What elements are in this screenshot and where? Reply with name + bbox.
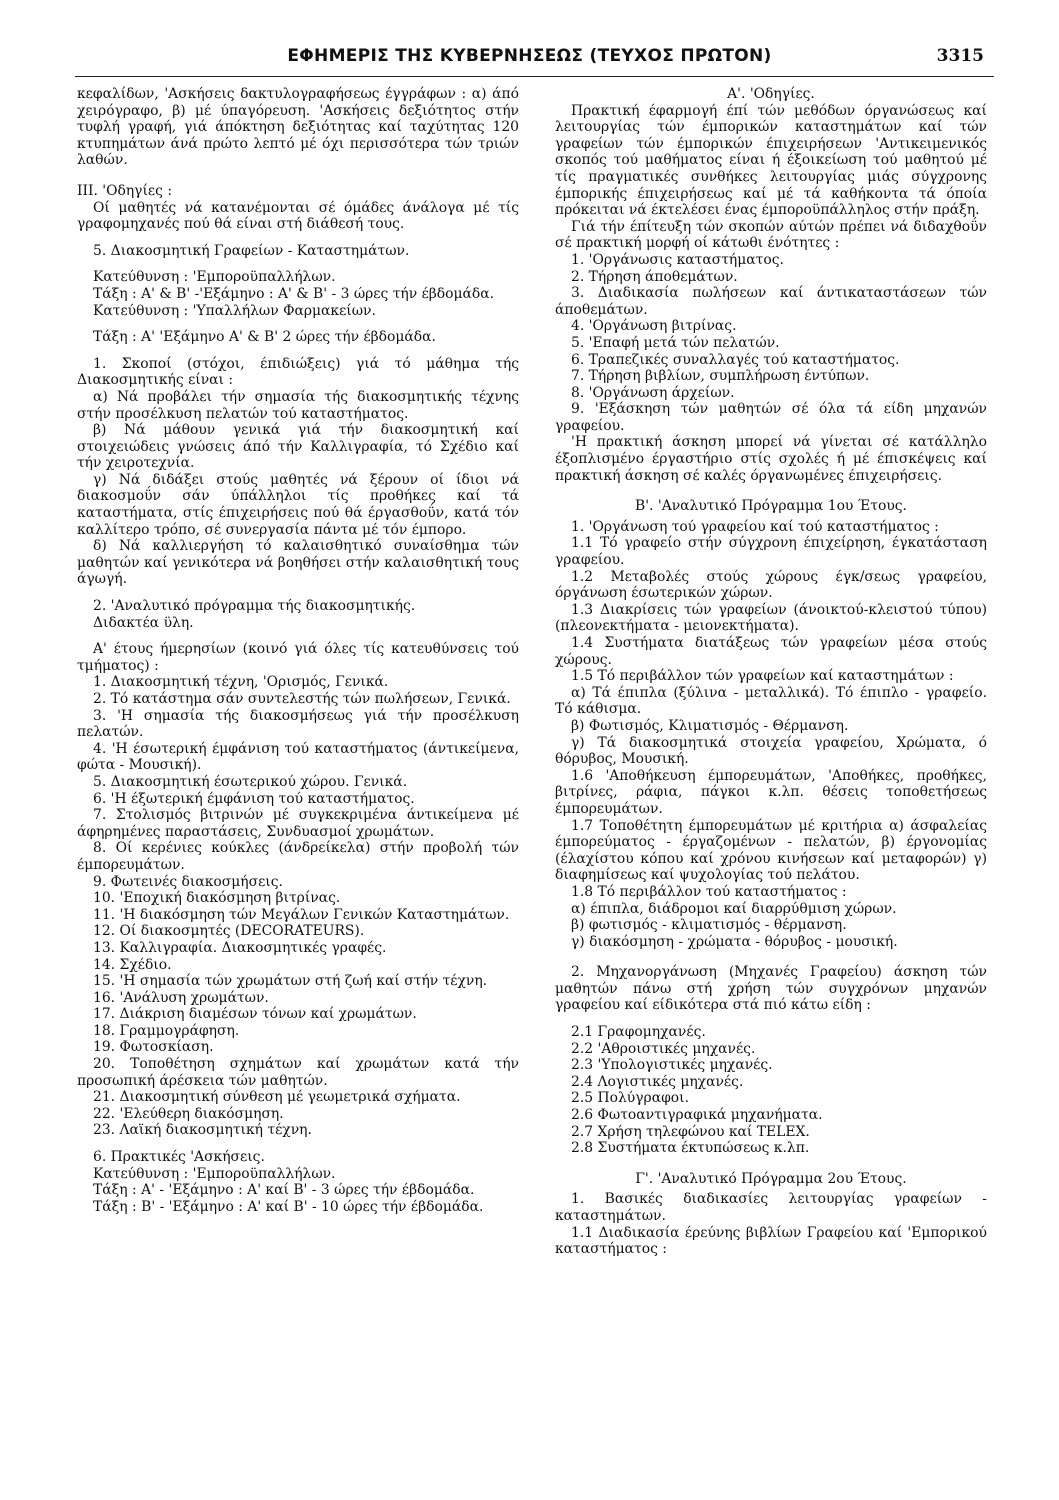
left-paragraph: 9. Φωτεινές διακοσμήσεις. [93,873,283,890]
right-paragraph: 5. 'Επαφή μετά τών πελατών. [571,334,780,351]
left-paragraph: 13. Καλλιγραφία. Διακοσμητικές γραφές. [93,939,387,956]
left-paragraph: Κατεύθυνση : 'Εμποροϋπαλλήλων. [93,269,336,286]
right-paragraph: 1.1 Διαδικασία έρεύνης βιβλίων Γραφείου καί 'Εμπορικού καταστήματος : [555,1224,987,1258]
left-paragraph: 8. Οί κερένιες κούκλες (άνδρείκελα) στήν προβολή τών έμπορευμάτων. [77,840,519,873]
left-paragraph: 1. Διακοσμητική τέχνη, 'Ορισμός, Γενικά. [93,674,389,691]
right-paragraph: 1.3 Διακρίσεις τών γραφείων (άνοικτού-κλειστού τύπου) (πλεονεκτήματα - μειονεκτήματα). [555,601,987,635]
right-paragraph: 7. Τήρηση βιβλίων, συμπλήρωση έντύπων. [571,368,870,385]
right-paragraph: Γ'. 'Αναλυτικό Πρόγραμμα 2ου Έτους. [635,1170,907,1187]
right-paragraph: 1.8 Τό περιβάλλον τού καταστήματος : [571,883,847,900]
left-paragraph: 6. Πρακτικές 'Ασκήσεις. [93,1149,265,1166]
left-paragraph: δ) Νά καλλιεργήση τό καλαισθητικό συναίσθημα τών μαθητών καί γενικότερα νά βοηθήσει στήν καλαισθητική τους άγωγή. [77,538,519,588]
right-paragraph: β) Φωτισμός, Κλιματισμός - Θέρμανση. [571,717,849,734]
left-paragraph: 7. Στολισμός βιτρινών μέ συγκεκριμένα άντικείμενα μέ άφηρημένες παραστάσεις, Συνδυασμοί χρωμάτων. [77,807,519,840]
right-paragraph: 1. 'Οργάνωσις καταστήματος. [571,251,784,268]
right-paragraph: 1.6 'Αποθήκευση έμπορευμάτων, 'Αποθήκες, προθήκες, βιτρίνες, ράφια, πάγκοι κ.λπ. θέσεις τοποθετήσεως έμπορευμάτων. [555,767,987,817]
right-paragraph: 2. Τήρηση άποθεμάτων. [571,268,738,285]
left-paragraph: 17. Διάκριση διαμέσων τόνων καί χρωμάτων. [93,1006,417,1023]
right-paragraph: α) έπιπλα, διάδρομοι καί διαρρύθμιση χώρων. [571,900,897,917]
right-paragraph: 2. Μηχανοργάνωση (Μηχανές Γραφείου) άσκηση τών μαθητών πάνω στή χρήση τών συγχρόνων μηχανών γραφείου καί είδικότερα στά πιό κάτω είδη : [555,964,987,1014]
right-paragraph: 4. 'Οργάνωση βιτρίνας. [571,318,737,335]
left-paragraph: 21. Διακοσμητική σύνθεση μέ γεωμετρικά σχήματα. [93,1089,461,1106]
header-rule [75,76,994,77]
left-paragraph: κεφαλίδων, 'Ασκήσεις δακτυλογραφήσεως έγγράφων : α) άπό χειρόγραφο, β) μέ ύπαγόρευση. 'Ασκήσεις δεξιότητος στήν τυφλή γραφή, γιά άπόκτηση δεξιότητας καί ταχύτητας 120 κτυπημάτων άνά πρώτο λεπτό μέ όχι περισσότερα τών τριών λαθών. [77,86,519,169]
left-paragraph: 2. Τό κατάστημα σάν συντελεστής τών πωλήσεων, Γενικά. [93,691,511,707]
right-paragraph: Β'. 'Αναλυτικό Πρόγραμμα 1ου Έτους. [635,498,907,515]
left-paragraph: 22. 'Ελεύθερη διακόσμηση. [93,1105,284,1122]
right-paragraph: 1.2 Μεταβολές στούς χώρους έγκ/σεως γραφείου, όργάνωση έσωτερικών χώρων. [555,568,987,602]
left-column [77,86,519,1215]
left-paragraph: 19. Φωτοσκίαση. [93,1039,214,1056]
right-paragraph: γ) Τά διακοσμητικά στοιχεία γραφείου, Χρώματα, ό θόρυβος, Μουσική. [555,734,987,768]
left-paragraph: 14. Σχέδιο. [93,956,172,973]
left-paragraph: 18. Γραμμογράφηση. [93,1022,240,1039]
right-paragraph: 2.1 Γραφομηχανές. [571,1024,706,1041]
right-paragraph: 2.3 'Υπολογιστικές μηχανές. [571,1057,773,1074]
left-paragraph: Τάξη : Β' - 'Εξάμηνο : Α' καί Β' - 10 ώρες τήν έβδομάδα. [93,1198,484,1215]
left-paragraph: 16. 'Ανάλυση χρωμάτων. [93,989,269,1006]
right-paragraph: 2.5 Πολύγραφοι. [571,1090,690,1107]
right-paragraph: 1.1 Τό γραφείο στήν σύγχρονη έπιχείρηση, έγκατάσταση γραφείου. [555,535,987,569]
right-paragraph: α) Τά έπιπλα (ξύλινα - μεταλλικά). Τό έπιπλο - γραφείο. Τό κάθισμα. [555,684,987,718]
left-paragraph: 20. Τοποθέτηση σχημάτων καί χρωμάτων κατά τήν προσωπική άρέσκεια τών μαθητών. [77,1056,519,1089]
left-paragraph: Διδακτέα ϋλη. [93,614,194,631]
left-paragraph: 6. 'Η έξωτερική έμφάνιση τού καταστήματος. [93,790,415,807]
right-paragraph: Πρακτική έφαρμογή έπί τών μεθόδων όργανώσεως καί λειτουργίας τών έμπορικών καταστημάτων καί τών γραφείων τών έμπορικών έπιχειρήσεων 'Αντικειμενικός σκοπός τού μαθήματος είναι ή έξοικείωση τού μαθητού μέ τίς πραγματικές συνθήκες λειτουργίας μιάς σύγχρονης έμπορικής έπιχειρήσεως καί μέ τά καθήκοντα τά όποία πρόκειται νά έκτελέσει ένας έμποροϋπάλληλος στήν πράξη. [555,102,987,219]
left-paragraph: 10. 'Εποχική διακόσμηση βιτρίνας. [93,890,341,907]
left-paragraph: α) Νά προβάλει τήν σημασία τής διακοσμητικής τέχνης στήν προσέλκυση πελατών τού καταστήματος. [77,388,519,422]
right-paragraph: 2.2 'Αθροιστικές μηχανές. [571,1040,756,1057]
left-paragraph: 12. Οί διακοσμητές (DECORATEURS). [93,923,365,940]
left-paragraph: Οί μαθητές νά κατανέμονται σέ όμάδες άνάλογα μέ τίς γραφομηχανές πού θά είναι στή διάθεσή τους. [77,199,519,233]
right-paragraph: 1.7 Τοποθέτητη έμπορευμάτων μέ κριτήρια α) άσφαλείας έμπορεύματος - έργαζομένων - πελατών, β) έργονομίας (έλαχίστου κόπου καί χρόνου κινήσεων καί μεταφορών) γ) διαφημίσεως καί ψυχολογίας τού πελάτου. [555,817,987,884]
left-paragraph: 15. 'Η σημασία τών χρωμάτων στή ζωή καί στήν τέχνη. [93,973,488,990]
left-paragraph: 2. 'Αναλυτικό πρόγραμμα τής διακοσμητικής. [93,598,416,615]
right-paragraph: Α'. 'Οδηγίες. [727,86,815,102]
left-paragraph: 4. 'Η έσωτερική έμφάνιση τού καταστήματος (άντικείμενα, φώτα - Μουσική). [77,740,519,774]
left-paragraph: Α' έτους ήμερησίων (κοινό γιά όλες τίς κατευθύνσεις τού τμήματος) : [77,641,519,674]
left-paragraph: ΙΙΙ. 'Οδηγίες : [77,182,173,199]
right-paragraph: 3. Διαδικασία πωλήσεων καί άντικαταστάσεων τών άποθεμάτων. [555,285,987,318]
left-paragraph: Τάξη : Α' - 'Εξάμηνο : Α' καί Β' - 3 ώρες τήν έβδομάδα. [93,1182,475,1199]
left-paragraph: 23. Λαϊκή διακοσμητική τέχνη. [93,1122,312,1139]
left-paragraph: 5. Διακοσμητική έσωτερικού χώρου. Γενικά. [93,773,408,790]
right-column [555,86,987,1258]
right-paragraph: 'Η πρακτική άσκηση μπορεί νά γίνεται σέ κατάλληλο έξοπλισμένο έργαστήριο στίς σχολές ή μέ έπισκέψεις καί πρακτική άσκηση σέ καλές όργανωμένες έπιχειρήσεις. [555,434,987,484]
right-paragraph: 2.4 Λογιστικές μηχανές. [571,1073,744,1090]
left-paragraph: 3. 'Η σημασία τής διακοσμήσεως γιά τήν προσέλκυση πελατών. [77,707,519,741]
right-paragraph: 9. 'Εξάσκηση τών μαθητών σέ όλα τά είδη μηχανών γραφείου. [555,401,987,434]
left-paragraph: 1. Σκοποί (στόχοι, έπιδιώξεις) γιά τό μάθημα τής Διακοσμητικής είναι : [77,355,519,389]
left-paragraph: β) Νά μάθουν γενικά γιά τήν διακοσμητική καί στοιχειώδεις γνώσεις άπό τήν Καλλιγραφία, τό Σχέδιο καί τήν χειροτεχνία. [77,422,519,472]
right-paragraph: 1. 'Οργάνωση τού γραφείου καί τού καταστήματος : [571,518,939,535]
left-paragraph: Κατεύθυνση : 'Υπαλλήλων Φαρμακείων. [93,302,376,319]
right-paragraph: Γιά τήν έπίτευξη τών σκοπών αύτών πρέπει νά διδαχθοΰν σέ πρακτική μορφή οί κάτωθι ένότητες : [555,218,987,252]
right-paragraph: 1.5 Τό περιβάλλον τών γραφείων καί καταστημάτων : [571,668,954,685]
left-paragraph: γ) Νά διδάξει στούς μαθητές νά ξέρουν οί ίδιοι νά διακοσμοΰν σάν ύπάλληλοι τίς προθήκες καί τά καταστήματα, στίς έπιχειρήσεις πού θά έργασθοΰν, κατά τόν καλλίτερο τρόπο, σέ συνεργασία πάντα μέ τόν έμπορο. [77,471,519,538]
right-paragraph: 1. Βασικές διαδικασίες λειτουργίας γραφείων - καταστημάτων. [555,1191,987,1224]
left-paragraph: Τάξη : Α' 'Εξάμηνο Α' & Β' 2 ώρες τήν έβδομάδα. [93,329,436,346]
right-paragraph: 8. 'Οργάνωση άρχείων. [571,384,735,401]
left-paragraph: Τάξη : Α' & Β' -'Εξάμηνο : Α' & Β' - 3 ώρες τήν έβδομάδα. [93,285,495,302]
right-paragraph: 2.8 Συστήματα έκτυπώσεως κ.λπ. [571,1140,810,1157]
page-header [40,46,1019,74]
right-paragraph: β) φωτισμός - κλιματισμός - θέρμανση. [571,917,847,934]
left-paragraph: 5. Διακοσμητική Γραφείων - Καταστημάτων. [93,242,410,259]
left-paragraph: Κατεύθυνση : 'Εμποροϋπαλλήλων. [93,1165,336,1182]
left-paragraph: 11. 'Η διακόσμηση τών Μεγάλων Γενικών Καταστημάτων. [93,906,510,923]
right-paragraph: 2.6 Φωτοαντιγραφικά μηχανήματα. [571,1107,823,1124]
right-paragraph: 1.4 Συστήματα διατάξεως τών γραφείων μέσα στούς χώρους. [555,635,987,668]
right-paragraph: γ) διακόσμηση - χρώματα - θόρυβος - μουσική. [571,933,898,950]
gazette-title: ΕΦΗΜΕΡΙΣ ΤΗΣ ΚΥΒΕΡΝΗΣΕΩΣ (ΤΕΥΧΟΣ ΠΡΩΤΟΝ) [287,46,772,66]
right-paragraph: 2.7 Χρήση τηλεφώνου καί TELEX. [571,1123,810,1140]
right-paragraph: 6. Τραπεζικές συναλλαγές τού καταστήματος. [571,351,900,368]
page-number: 3315 [936,46,984,66]
